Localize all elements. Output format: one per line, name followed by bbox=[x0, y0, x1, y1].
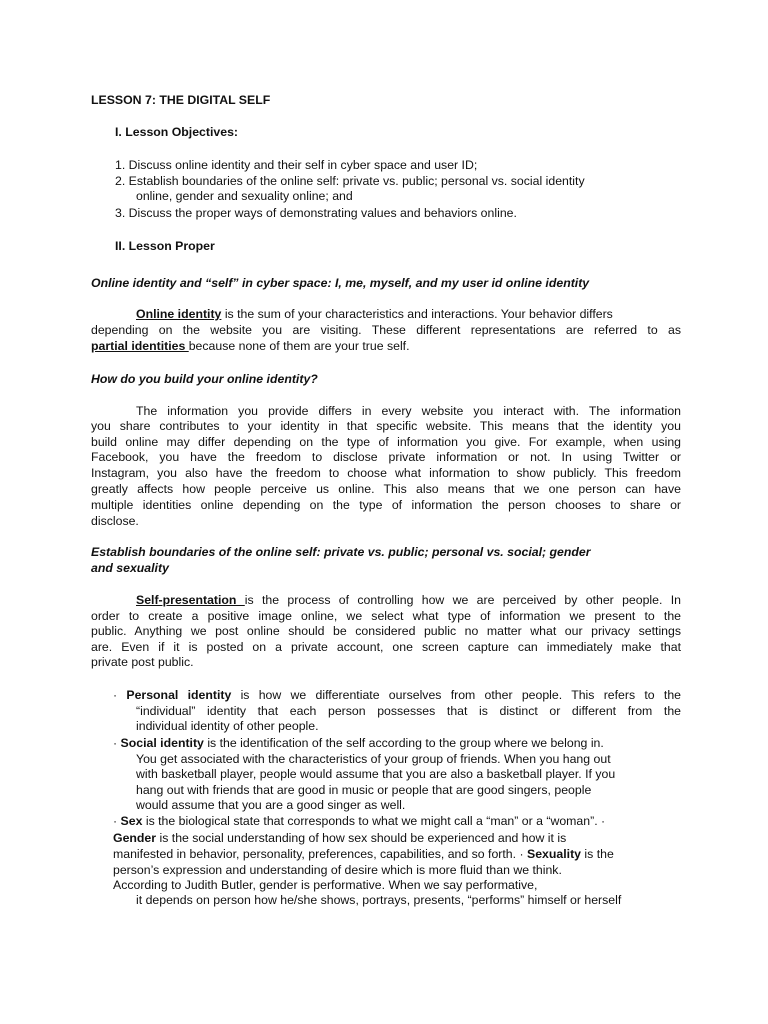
text-run: is the bbox=[581, 847, 614, 861]
lesson-proper-heading: II. Lesson Proper bbox=[115, 239, 215, 253]
paragraph-line: Facebook, you have the freedom to disclose private information or not. In using Twitter or bbox=[91, 450, 681, 464]
paragraph-line: depending on the website you are visiting. These different representations are referred to as bbox=[91, 323, 681, 337]
paragraph-line: greatly affects how people perceive us online. This also means that we one person can have bbox=[91, 482, 681, 496]
paragraph-line: it depends on person how he/she shows, portrays, presents, “performs” himself or herself bbox=[136, 893, 622, 907]
text-run: is the identification of the self according to the group where we belong in. bbox=[203, 736, 604, 750]
bullet-personal-identity bbox=[113, 688, 681, 703]
paragraph-line: “individual” identity that each person possesses that is distinct or different from the bbox=[136, 704, 681, 718]
text-run: because none of them are your true self. bbox=[188, 339, 410, 353]
paragraph-line bbox=[113, 847, 614, 862]
term-self-presentation: Self-presentation bbox=[136, 593, 245, 607]
paragraph-line: public. Anything we post online should be considered public no matter what our privacy settings bbox=[91, 624, 681, 638]
objectives-heading: I. Lesson Objectives: bbox=[115, 125, 239, 139]
bullet-dot: · bbox=[113, 688, 118, 702]
paragraph-line: hang out with friends that are good in music or people that are good singers, people bbox=[136, 783, 592, 797]
term-personal-identity: Personal identity bbox=[126, 688, 232, 702]
paragraph-line: disclose. bbox=[91, 514, 139, 528]
paragraph-line: order to create a positive image online, we select what type of information we present to the bbox=[91, 609, 681, 623]
section-heading: How do you build your online identity? bbox=[91, 372, 318, 386]
term-social-identity: Social identity bbox=[120, 736, 204, 750]
bullet-dot: · bbox=[113, 814, 118, 828]
paragraph-line: are. Even if it is posted on a private account, one screen capture can immediately make that bbox=[91, 640, 681, 654]
bullet-social-identity bbox=[113, 736, 604, 751]
term-online-identity: Online identity bbox=[136, 307, 222, 321]
paragraph-line: Instagram, you also have the freedom to choose what information to show publicly. This freedom bbox=[91, 466, 681, 480]
paragraph-line: you share contributes to your identity in that specific website. This means that the identity you bbox=[91, 419, 681, 433]
lesson-title: LESSON 7: THE DIGITAL SELF bbox=[91, 93, 271, 107]
paragraph-line bbox=[136, 593, 681, 608]
text-run: is how we differentiate ourselves from other people. This refers to the bbox=[231, 688, 682, 702]
paragraph-line: private post public. bbox=[91, 655, 194, 669]
objective-item-continuation: online, gender and sexuality online; and bbox=[136, 189, 353, 203]
text-run: is the social understanding of how sex should be experienced and how it is bbox=[156, 831, 567, 845]
paragraph-line: would assume that you are a good singer as well. bbox=[136, 798, 406, 812]
text-run: is the sum of your characteristics and interactions. Your behavior differs bbox=[221, 307, 613, 321]
paragraph-line: According to Judith Butler, gender is performative. When we say performative, bbox=[113, 878, 538, 892]
paragraph-line: individual identity of other people. bbox=[136, 719, 319, 733]
objective-item: 3. Discuss the proper ways of demonstrating values and behaviors online. bbox=[115, 206, 517, 220]
text-run: is the process of controlling how we are perceived by other people. In bbox=[244, 593, 682, 607]
text-run: manifested in behavior, personality, preferences, capabilities, and so forth. · bbox=[113, 847, 527, 861]
objective-item: 2. Establish boundaries of the online self: private vs. public; personal vs. social identity bbox=[115, 174, 585, 188]
bullet-dot: · bbox=[113, 736, 118, 750]
term-sexuality: Sexuality bbox=[527, 847, 581, 861]
term-gender: Gender bbox=[113, 831, 157, 845]
paragraph-line: build online may differ depending on the type of information you give. For example, when using bbox=[91, 435, 681, 449]
section-heading-continuation: and sexuality bbox=[91, 561, 169, 575]
text-run: is the biological state that corresponds to what we might call a “man” or a “woman”. · bbox=[142, 814, 606, 828]
section-heading: Establish boundaries of the online self: private vs. public; personal vs. social; gender bbox=[91, 545, 591, 559]
paragraph-line: with basketball player, people would assume that you are also a basketball player. If you bbox=[136, 767, 616, 781]
paragraph-line bbox=[136, 307, 613, 322]
objective-item: 1. Discuss online identity and their self in cyber space and user ID; bbox=[115, 158, 478, 172]
paragraph-line: person’s expression and understanding of desire which is more fluid than we think. bbox=[113, 863, 562, 877]
term-partial-identities: partial identities bbox=[91, 339, 189, 353]
paragraph-line: You get associated with the characteristics of your group of friends. When you hang out bbox=[136, 752, 611, 766]
paragraph-line: multiple identities online depending on the type of information the person chooses to share or bbox=[91, 498, 681, 512]
section-heading: Online identity and “self” in cyber space: I, me, myself, and my user id online identity bbox=[91, 276, 590, 290]
paragraph-line: The information you provide differs in every website you interact with. The information bbox=[136, 404, 681, 418]
term-sex: Sex bbox=[120, 814, 143, 828]
paragraph-line bbox=[91, 339, 410, 354]
bullet-gender bbox=[113, 831, 566, 846]
bullet-sex bbox=[113, 814, 605, 829]
